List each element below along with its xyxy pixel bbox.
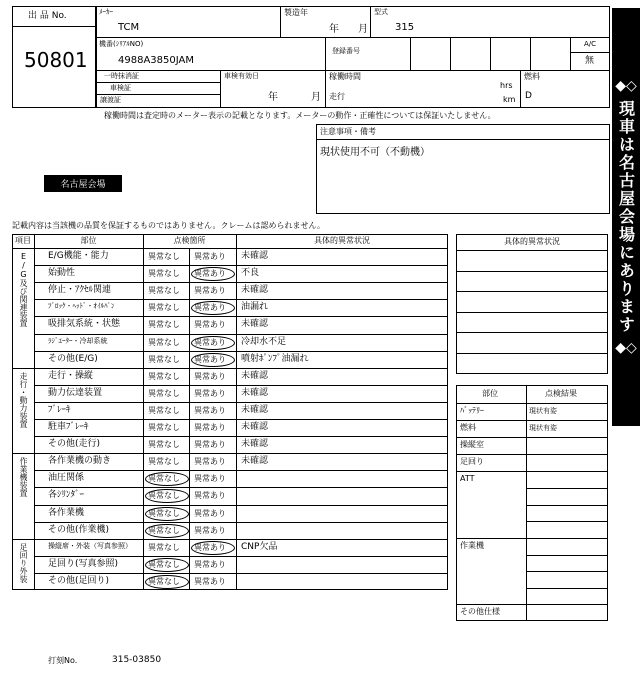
km-unit: km	[503, 95, 516, 104]
inspection-month-unit: 月	[311, 92, 321, 103]
abnormal-check-circle	[191, 267, 235, 281]
table-col-line	[236, 234, 237, 590]
row-note: 噴射ﾎﾟﾝﾌﾟ油漏れ	[241, 353, 309, 364]
registration-label: 登録番号	[332, 47, 360, 55]
result-value: 現状有姿	[529, 424, 557, 432]
maker-value: TCM	[118, 22, 140, 33]
table-col-line	[34, 234, 35, 590]
normal-label: 異常なし	[148, 542, 180, 552]
abnormal-label: 異常あり	[194, 303, 226, 313]
row-note: 未確認	[241, 285, 269, 296]
abnormal-check-circle	[191, 541, 235, 555]
result-sub-line	[526, 588, 608, 589]
right-abnormal-line	[456, 250, 608, 251]
result-part: 足回り	[460, 457, 484, 466]
abnormal-label: 異常あり	[194, 337, 226, 347]
year-unit: 年	[329, 24, 339, 35]
table-header-3: 具体的異常状況	[314, 236, 370, 245]
table-header-line	[12, 248, 448, 249]
fuel-label: 燃料	[524, 72, 540, 81]
month-unit: 月	[358, 24, 368, 35]
model-value: 315	[395, 22, 415, 33]
right-abnormal-line	[456, 312, 608, 313]
hours-label: 稼働時間	[329, 72, 361, 81]
row-line	[34, 487, 448, 488]
result-header-result: 点検結果	[545, 389, 577, 398]
row-part: 動力伝達装置	[48, 387, 103, 398]
abnormal-label: 異常あり	[194, 508, 226, 518]
row-part: 始動性	[48, 268, 76, 279]
group-label-0: E/G及び関連装置	[19, 252, 28, 327]
normal-label: 異常なし	[148, 388, 180, 398]
serial-value: 4988A3850JAM	[118, 55, 194, 66]
row-note: 未確認	[241, 439, 269, 450]
group-line	[12, 368, 448, 369]
inspection-year-unit: 年	[268, 92, 278, 103]
row-line	[34, 436, 448, 437]
row-part: 足回り(写真参照)	[48, 558, 119, 569]
normal-label: 異常なし	[148, 440, 180, 450]
temp-cancel-label: 一時抹消証	[104, 72, 139, 80]
diamond-top-icon: ◆◇	[615, 78, 637, 94]
side-banner-text: 現車は名古屋会場にあります	[616, 100, 636, 334]
normal-label: 異常なし	[148, 269, 180, 279]
row-note: 未確認	[241, 456, 269, 467]
abnormal-label: 異常あり	[194, 405, 226, 415]
normal-label: 異常なし	[148, 474, 180, 484]
result-row-line	[456, 538, 608, 539]
abnormal-label: 異常あり	[194, 525, 226, 535]
abnormal-check-circle	[191, 336, 235, 350]
normal-check-circle	[145, 575, 189, 589]
table-header-0: 項目	[15, 236, 31, 245]
result-sub-line	[526, 521, 608, 522]
result-part: その他仕様	[460, 607, 500, 616]
table-header-2: 点検箇所	[173, 236, 206, 245]
abnormal-label: 異常あり	[194, 320, 226, 330]
normal-check-circle	[145, 558, 189, 572]
side-banner	[612, 8, 640, 426]
abnormal-label: 異常あり	[194, 269, 226, 279]
row-line	[34, 299, 448, 300]
row-part: その他(E/G)	[48, 353, 98, 364]
normal-label: 異常なし	[148, 354, 180, 364]
result-part: ﾊﾞｯﾃﾘｰ	[460, 406, 484, 415]
abnormal-check-circle	[191, 353, 235, 367]
row-note: 未確認	[241, 370, 269, 381]
result-row-line	[456, 471, 608, 472]
result-value: 現状有姿	[529, 407, 557, 415]
group-label-3: 足回り外装	[19, 542, 28, 583]
location-badge: 名古屋会場	[44, 175, 122, 192]
transfer-cert-label: 譲渡証	[100, 96, 121, 104]
result-sub-line	[526, 505, 608, 506]
right-abnormal-line	[456, 271, 608, 272]
row-part: 各作業機の動き	[48, 456, 112, 467]
row-note: 未確認	[241, 251, 269, 261]
row-part: 操縦席・外装（写真参照）	[48, 541, 132, 550]
inspection-label: 車検有効日	[224, 72, 259, 80]
normal-check-circle	[145, 524, 189, 538]
vehicle-cert-label: 車検証	[110, 84, 131, 92]
row-part: E/G機能・能力	[48, 251, 109, 261]
row-note: 冷却水不足	[241, 336, 287, 347]
row-part: 走行・操縦	[48, 370, 94, 381]
result-part: 作業機	[460, 541, 484, 550]
abnormal-label: 異常あり	[194, 576, 226, 586]
row-note: 未確認	[241, 319, 269, 330]
normal-label: 異常なし	[148, 491, 180, 501]
result-row-line	[456, 454, 608, 455]
row-part: 吸排気系統・状態	[48, 319, 121, 330]
lot-label: 出 品 No.	[28, 11, 67, 21]
row-line	[34, 470, 448, 471]
normal-label: 異常なし	[148, 303, 180, 313]
row-part: 駐車ﾌﾞﾚｰｷ	[48, 422, 89, 432]
right-abnormal-line	[456, 353, 608, 354]
result-row-line	[456, 420, 608, 421]
engraving-label: 打刻No.	[48, 656, 78, 665]
row-line	[34, 556, 448, 557]
hours-disclaimer: 稼働時間は査定時のメーター表示の記載となります。メーターの動作・正確性については保証いたしません。	[104, 111, 496, 120]
abnormal-label: 異常あり	[194, 252, 226, 261]
notes-value: 現状使用不可（不動機）	[320, 147, 430, 158]
row-note: 不良	[241, 268, 260, 279]
table-header-1: 部位	[80, 236, 97, 245]
row-part: 油圧関係	[48, 473, 85, 484]
abnormal-label: 異常あり	[194, 542, 226, 552]
year-label: 製造年	[284, 8, 308, 17]
row-note: 未確認	[241, 387, 269, 398]
diamond-bottom-icon: ◆◇	[615, 340, 637, 356]
row-note: 未確認	[241, 422, 269, 432]
abnormal-label: 異常あり	[194, 388, 226, 398]
abnormal-label: 異常あり	[194, 491, 226, 501]
abnormal-label: 異常あり	[194, 354, 226, 364]
right-abnormal-line	[456, 291, 608, 292]
run-label: 走行	[329, 92, 345, 101]
row-line	[34, 351, 448, 352]
ac-value: 無	[585, 56, 595, 66]
normal-label: 異常なし	[148, 252, 180, 261]
row-part: 停止・ｱｸｾﾙ関連	[48, 285, 112, 296]
row-part: ﾗｼﾞｴｰﾀｰ・冷却系統	[48, 336, 108, 345]
row-part: 各作業機	[48, 507, 85, 518]
abnormal-label: 異常あり	[194, 474, 226, 484]
group-label-2: 作業機装置	[19, 457, 28, 498]
result-sub-line	[526, 488, 608, 489]
result-part: 燃料	[460, 423, 476, 432]
row-line	[34, 265, 448, 266]
normal-label: 異常なし	[148, 337, 180, 347]
result-part: ATT	[460, 474, 475, 483]
ac-label: A/C	[584, 40, 597, 48]
row-line	[34, 385, 448, 386]
abnormal-label: 異常あり	[194, 559, 226, 569]
abnormal-label: 異常あり	[194, 423, 226, 432]
row-part: その他(作業機)	[48, 524, 110, 535]
right-abnormal-title: 具体的異常状況	[504, 237, 560, 246]
abnormal-label: 異常あり	[194, 440, 226, 450]
normal-label: 異常なし	[148, 576, 180, 586]
normal-label: 異常なし	[148, 525, 180, 535]
maker-label: ﾒｰｶｰ	[99, 8, 113, 16]
row-note: 未確認	[241, 404, 269, 415]
result-sub-line	[526, 555, 608, 556]
group-line	[12, 453, 448, 454]
result-row-line	[456, 437, 608, 438]
notes-label: 注意事項・備考	[320, 127, 376, 136]
result-part: 操縦室	[460, 440, 484, 449]
result-header-line	[456, 403, 608, 404]
row-line	[34, 419, 448, 420]
group-label-1: 走行・動力装置	[19, 371, 28, 428]
row-line	[34, 316, 448, 317]
hours-unit: hrs	[500, 81, 513, 90]
table-col-line	[143, 234, 144, 590]
row-note: CNP欠品	[241, 541, 278, 552]
notes-box	[316, 124, 610, 214]
row-line	[34, 522, 448, 523]
result-header-part: 部位	[482, 389, 498, 398]
normal-label: 異常なし	[148, 423, 180, 432]
row-line	[34, 505, 448, 506]
abnormal-label: 異常あり	[194, 286, 226, 296]
normal-label: 異常なし	[148, 457, 180, 467]
quality-disclaimer: 記載内容は当該機の品質を保証するものではありません。クレームは認められません。	[12, 221, 325, 230]
abnormal-label: 異常あり	[194, 371, 226, 381]
model-label: 型式	[374, 8, 388, 16]
normal-label: 異常なし	[148, 371, 180, 381]
row-line	[34, 402, 448, 403]
normal-check-circle	[145, 507, 189, 521]
row-line	[34, 334, 448, 335]
abnormal-label: 異常あり	[194, 457, 226, 467]
result-row-line	[456, 604, 608, 605]
normal-label: 異常なし	[148, 286, 180, 296]
row-part: ﾌﾞﾚｰｷ	[48, 404, 71, 415]
row-part: その他(走行)	[48, 439, 101, 450]
group-line	[12, 539, 448, 540]
normal-label: 異常なし	[148, 559, 180, 569]
normal-label: 異常なし	[148, 508, 180, 518]
serial-label: 機番(ｼﾘｱﾙNO)	[99, 40, 144, 48]
row-part: ﾌﾞﾛｯｸ・ﾍｯﾄﾞ・ｵｲﾙﾊﾟﾝ	[48, 302, 115, 311]
right-abnormal-line	[456, 332, 608, 333]
row-part: 各ｼﾘﾝﾀﾞｰ	[48, 490, 85, 501]
result-sub-line	[526, 571, 608, 572]
engraving-value: 315-03850	[112, 655, 162, 665]
fuel-value: D	[525, 91, 532, 101]
lot-number: 50801	[24, 48, 88, 72]
normal-label: 異常なし	[148, 405, 180, 415]
row-part: その他(足回り)	[48, 575, 110, 586]
row-line	[34, 282, 448, 283]
row-line	[34, 573, 448, 574]
row-note: 油漏れ	[241, 302, 269, 313]
normal-label: 異常なし	[148, 320, 180, 330]
